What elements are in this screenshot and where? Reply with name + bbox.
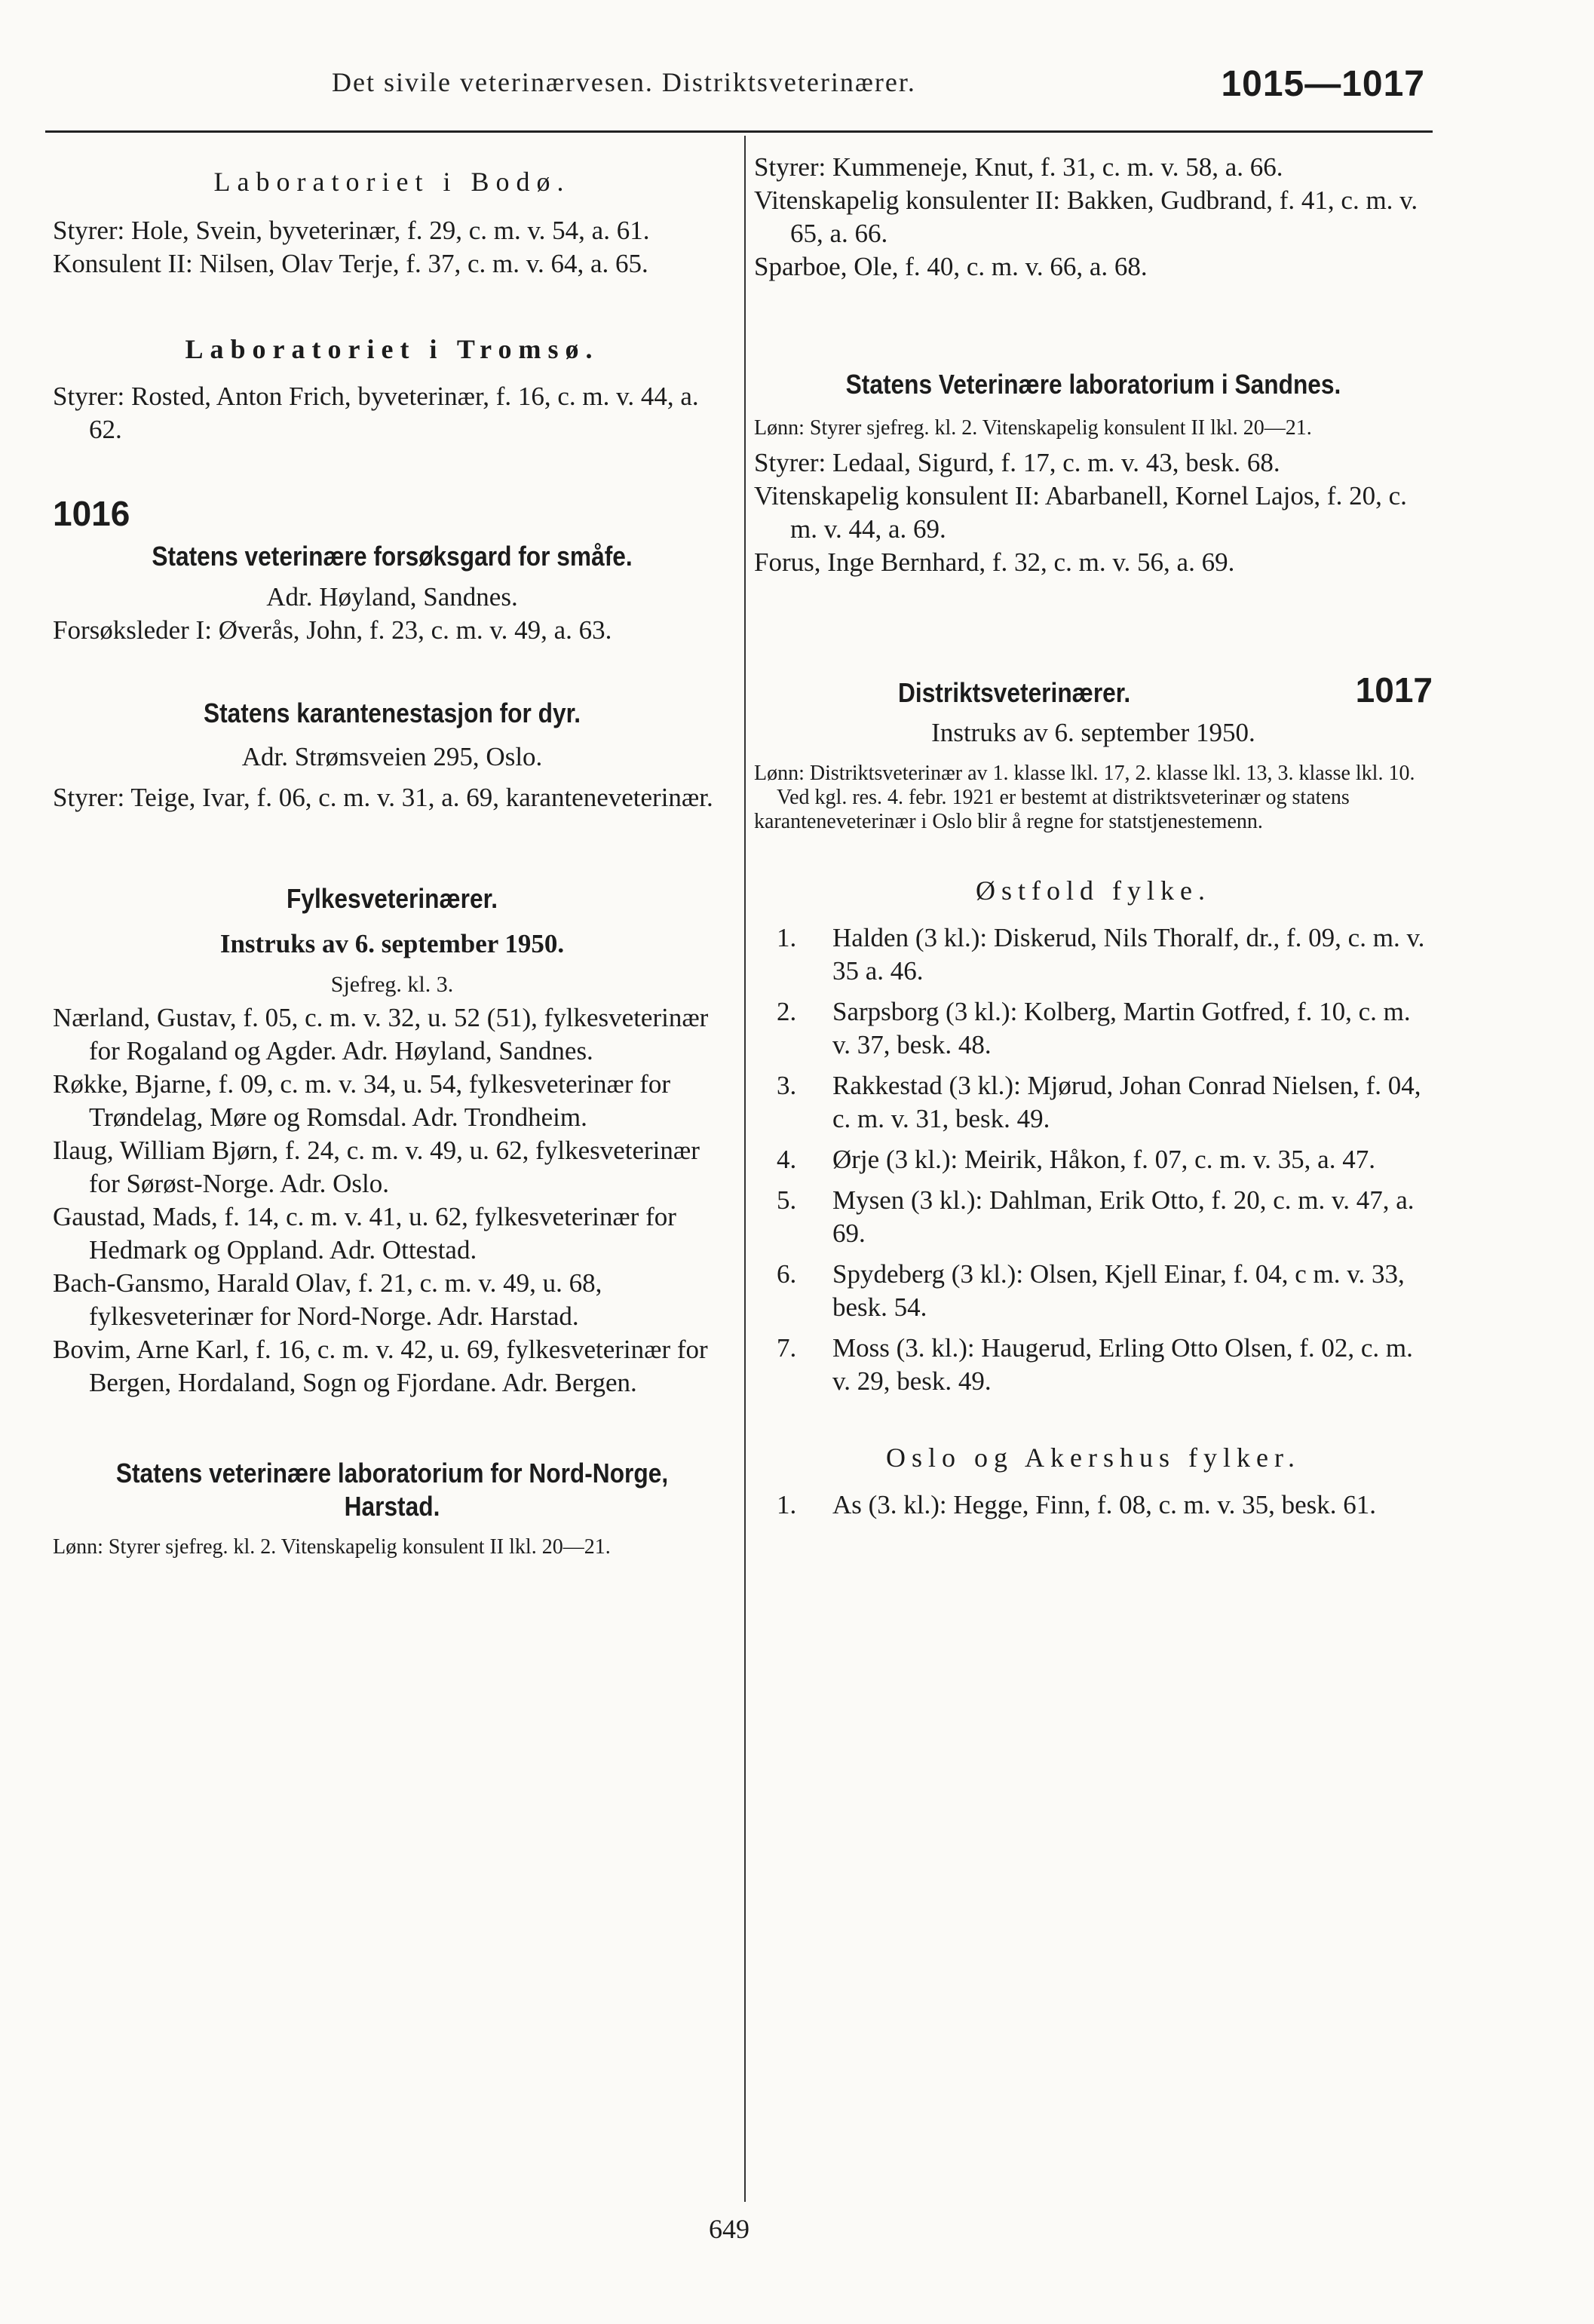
right-column [754, 151, 1433, 1522]
fylkes-entry: Bovim, Arne Karl, f. 16, c. m. v. 42, u. 69, fylkesveterinær for Bergen, Hordaland, Sogn og Fjordane. Adr. Bergen. [53, 1335, 708, 1397]
s1017-lonn: Lønn: Distriktsveterinær av 1. klasse lkl. 17, 2. klasse lkl. 13, 3. klasse lkl. 10. [754, 762, 1415, 785]
oslo-section [754, 1442, 1433, 1522]
sandnes-entry: Vitenskapelig konsulent II: Abarbanell, Kornel Lajos, f. 20, c. m. v. 44, a. 69. [754, 481, 1407, 544]
ostfold-item: 3. Rakkestad (3 kl.): Mjørud, Johan Conrad Nielsen, f. 04, c. m. v. 31, besk. 49. [777, 1071, 1421, 1133]
header-rule [45, 130, 1433, 133]
harstad-entry: Sparboe, Ole, f. 40, c. m. v. 66, a. 68. [754, 252, 1148, 281]
oslo-heading: Oslo og Akershus fylker. [886, 1443, 1301, 1473]
s1017-instruks: Instruks av 6. september 1950. [931, 718, 1255, 747]
harstad-section [53, 1457, 731, 1559]
fylkes-entry: Bach-Gansmo, Harald Olav, f. 21, c. m. v. 49, u. 68, fylkesveterinær for Nord-Norge. Adr. Harstad. [53, 1268, 602, 1331]
ostfold-item: 4. Ørje (3 kl.): Meirik, Håkon, f. 07, c. m. v. 35, a. 47. [777, 1145, 1375, 1174]
fylkes-entry: Gaustad, Mads, f. 14, c. m. v. 41, u. 62, fylkesveterinær for Hedmark og Oppland. Adr. Ottestad. [53, 1202, 676, 1265]
karantene-section [53, 697, 731, 814]
tromso-heading: Laboratoriet i Tromsø. [185, 334, 599, 364]
ostfold-item: 6. Spydeberg (3 kl.): Olsen, Kjell Einar, f. 04, c m. v. 33, besk. 54. [777, 1259, 1405, 1322]
karantene-address: Adr. Strømsveien 295, Oslo. [241, 742, 543, 771]
harstad-heading: Statens veterinære laboratorium for Nord-Norge, Harstad. [115, 1458, 669, 1522]
karantene-line: Styrer: Teige, Ivar, f. 06, c. m. v. 31, a. 69, karanteneveterinær. [53, 783, 713, 812]
section-1017 [754, 670, 1433, 834]
page-number: 649 [709, 2214, 749, 2244]
ostfold-heading: Østfold fylke. [976, 875, 1211, 906]
karantene-heading: Statens karantenestasjon for dyr. [203, 698, 581, 728]
s1016-address: Adr. Høyland, Sandnes. [266, 582, 518, 612]
section-number-1017: 1017 [1355, 670, 1433, 710]
section-1016 [53, 493, 731, 647]
fylkes-heading: Fylkesveterinærer. [286, 883, 498, 914]
fylkes-entry: Ilaug, William Bjørn, f. 24, c. m. v. 49, u. 62, fylkesveterinær for Sørøst-Norge. Adr. Oslo. [53, 1136, 700, 1198]
ostfold-item: 5. Mysen (3 kl.): Dahlman, Erik Otto, f. 20, c. m. v. 47, a. 69. [777, 1185, 1415, 1248]
sandnes-entry: Styrer: Ledaal, Sigurd, f. 17, c. m. v. 43, besk. 68. [754, 448, 1280, 477]
left-column [53, 151, 731, 1559]
fylkes-entry: Nærland, Gustav, f. 05, c. m. v. 32, u. 52 (51), fylkesveterinær for Rogaland og Agder. Adr. Høyland, Sandnes. [53, 1003, 709, 1065]
tromso-line: Styrer: Rosted, Anton Frich, byveterinær, f. 16, c. m. v. 44, a. 62. [53, 382, 699, 444]
ostfold-item: 1. Halden (3 kl.): Diskerud, Nils Thoralf, dr., f. 09, c. m. v. 35 a. 46. [777, 923, 1425, 986]
s1017-heading: Distriktsveterinærer. [898, 677, 1131, 708]
sandnes-entry: Forus, Inge Bernhard, f. 32, c. m. v. 56, a. 69. [754, 547, 1235, 577]
fylkes-entry: Røkke, Bjarne, f. 09, c. m. v. 34, u. 54, fylkesveterinær for Trøndelag, Møre og Romsdal. Adr. Trondheim. [53, 1069, 671, 1132]
s1016-heading: Statens veterinære forsøksgard for småfe. [152, 541, 633, 572]
fylkes-section [53, 882, 731, 1400]
section-number-1016: 1016 [53, 494, 130, 533]
bodo-heading: Laboratoriet i Bodø. [213, 167, 571, 197]
ostfold-section [754, 875, 1433, 1398]
harstad-continued [754, 151, 1433, 284]
ostfold-item: 7. Moss (3. kl.): Haugerud, Erling Otto Olsen, f. 02, c. m. v. 29, besk. 49. [777, 1333, 1413, 1396]
page-header [60, 63, 1425, 124]
column-divider [744, 136, 746, 2202]
harstad-lonn: Lønn: Styrer sjefreg. kl. 2. Vitenskapelig konsulent II lkl. 20—21. [53, 1535, 611, 1559]
harstad-entry: Vitenskapelig konsulenter II: Bakken, Gudbrand, f. 41, c. m. v. 65, a. 66. [754, 185, 1418, 248]
s1017-ved: Ved kgl. res. 4. febr. 1921 er bestemt at distriktsveterinær og statens karanteneveterinær i Oslo blir å regne for statstjenestemenn. [754, 786, 1350, 833]
bodo-section [53, 166, 731, 281]
sandnes-section [754, 368, 1433, 579]
ostfold-item: 2. Sarpsborg (3 kl.): Kolberg, Martin Gotfred, f. 10, c. m. v. 37, besk. 48. [777, 997, 1411, 1059]
oslo-item: 1. As (3. kl.): Hegge, Finn, f. 08, c. m. v. 35, besk. 61. [777, 1490, 1376, 1519]
fylkes-sjefreg: Sjefreg. kl. 3. [330, 972, 454, 997]
sandnes-heading: Statens Veterinære laboratorium i Sandnes. [845, 369, 1341, 400]
bodo-line: Konsulent II: Nilsen, Olav Terje, f. 37, c. m. v. 64, a. 65. [53, 249, 648, 278]
s1016-line: Forsøksleder I: Øverås, John, f. 23, c. m. v. 49, a. 63. [53, 615, 612, 645]
section-numbers: 1015—1017 [1221, 64, 1425, 104]
bodo-line: Styrer: Hole, Svein, byveterinær, f. 29, c. m. v. 54, a. 61. [53, 216, 650, 245]
harstad-entry: Styrer: Kummeneje, Knut, f. 31, c. m. v. 58, a. 66. [754, 152, 1283, 182]
tromso-section [53, 333, 731, 446]
fylkes-instruks: Instruks av 6. september 1950. [219, 929, 565, 958]
sandnes-lonn: Lønn: Styrer sjefreg. kl. 2. Vitenskapelig konsulent II lkl. 20—21. [754, 416, 1312, 440]
running-title: Det sivile veterinærvesen. Distriktsveterinærer. [332, 67, 916, 97]
